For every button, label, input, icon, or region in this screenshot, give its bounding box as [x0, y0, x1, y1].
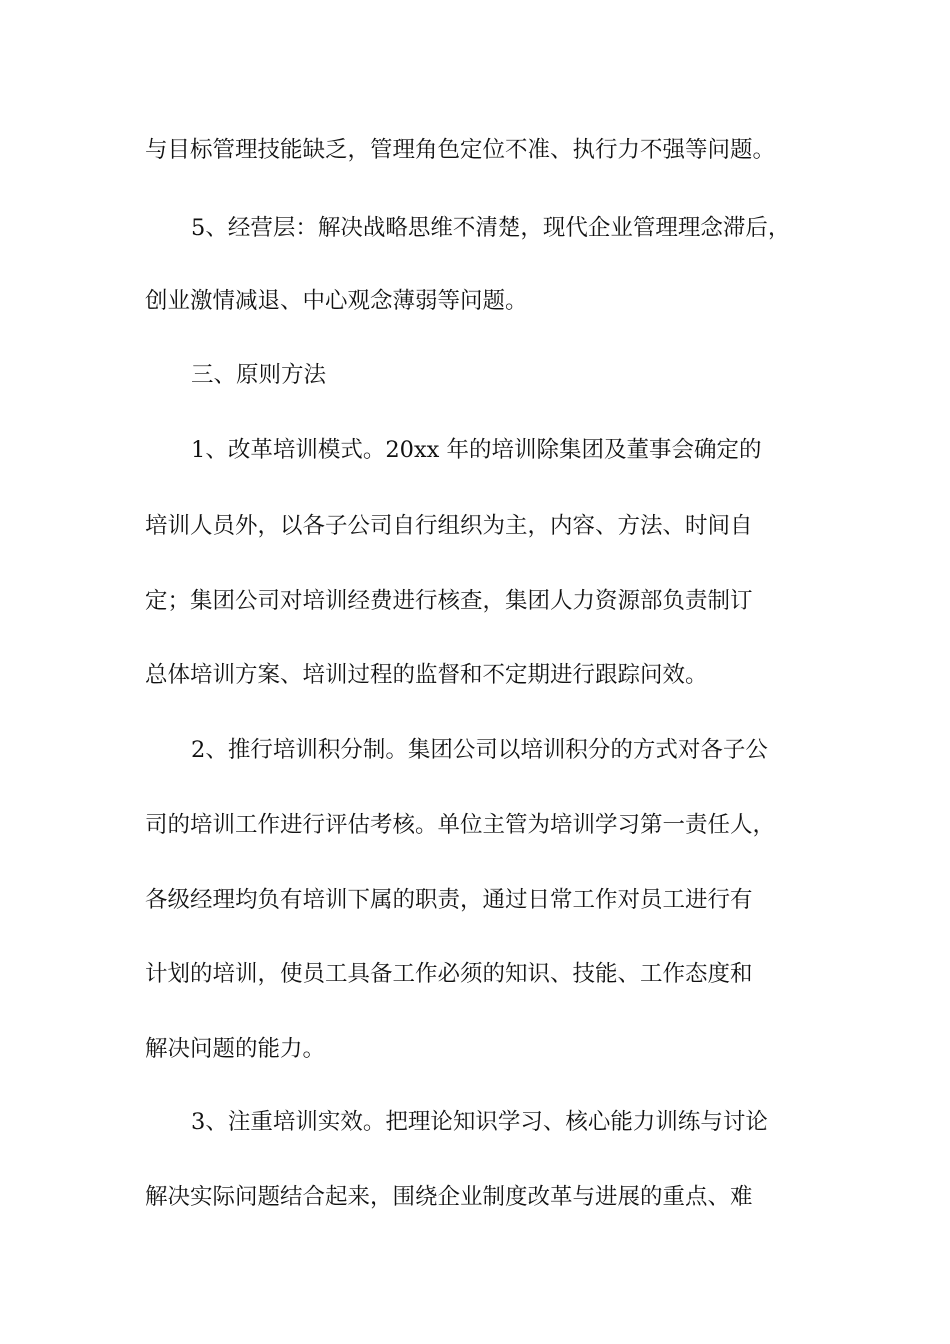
text-line: 解决问题的能力。 [145, 1036, 326, 1062]
text-line: 培训人员外，以各子公司自行组织为主，内容、方法、时间自 [145, 513, 753, 539]
text-line: 计划的培训，使员工具备工作必须的知识、技能、工作态度和 [145, 961, 753, 987]
text-line: 解决实际问题结合起来，围绕企业制度改革与进展的重点、难 [145, 1184, 753, 1210]
text-line: 各级经理均负有培训下属的职责，通过日常工作对员工进行有 [145, 887, 753, 913]
text-line: 司的培训工作进行评估考核。单位主管为培训学习第一责任人， [145, 812, 776, 838]
text-line: 与目标管理技能缺乏，管理角色定位不准、执行力不强等问题。 [145, 137, 776, 163]
text-line: 1、改革培训模式。20xx 年的培训除集团及董事会确定的 [191, 437, 762, 463]
text-line: 5、经营层：解决战略思维不清楚，现代企业管理理念滞后， [191, 215, 791, 241]
section-heading: 三、原则方法 [191, 362, 327, 388]
text-line: 总体培训方案、培训过程的监督和不定期进行跟踪问效。 [145, 662, 708, 688]
text-line: 创业激情减退、中心观念薄弱等问题。 [145, 288, 528, 314]
text-line: 2、推行培训积分制。集团公司以培训积分的方式对各子公 [191, 737, 768, 763]
text-line: 3、注重培训实效。把理论知识学习、核心能力训练与讨论 [191, 1109, 768, 1135]
text-line: 定；集团公司对培训经费进行核查，集团人力资源部负责制订 [145, 588, 753, 614]
